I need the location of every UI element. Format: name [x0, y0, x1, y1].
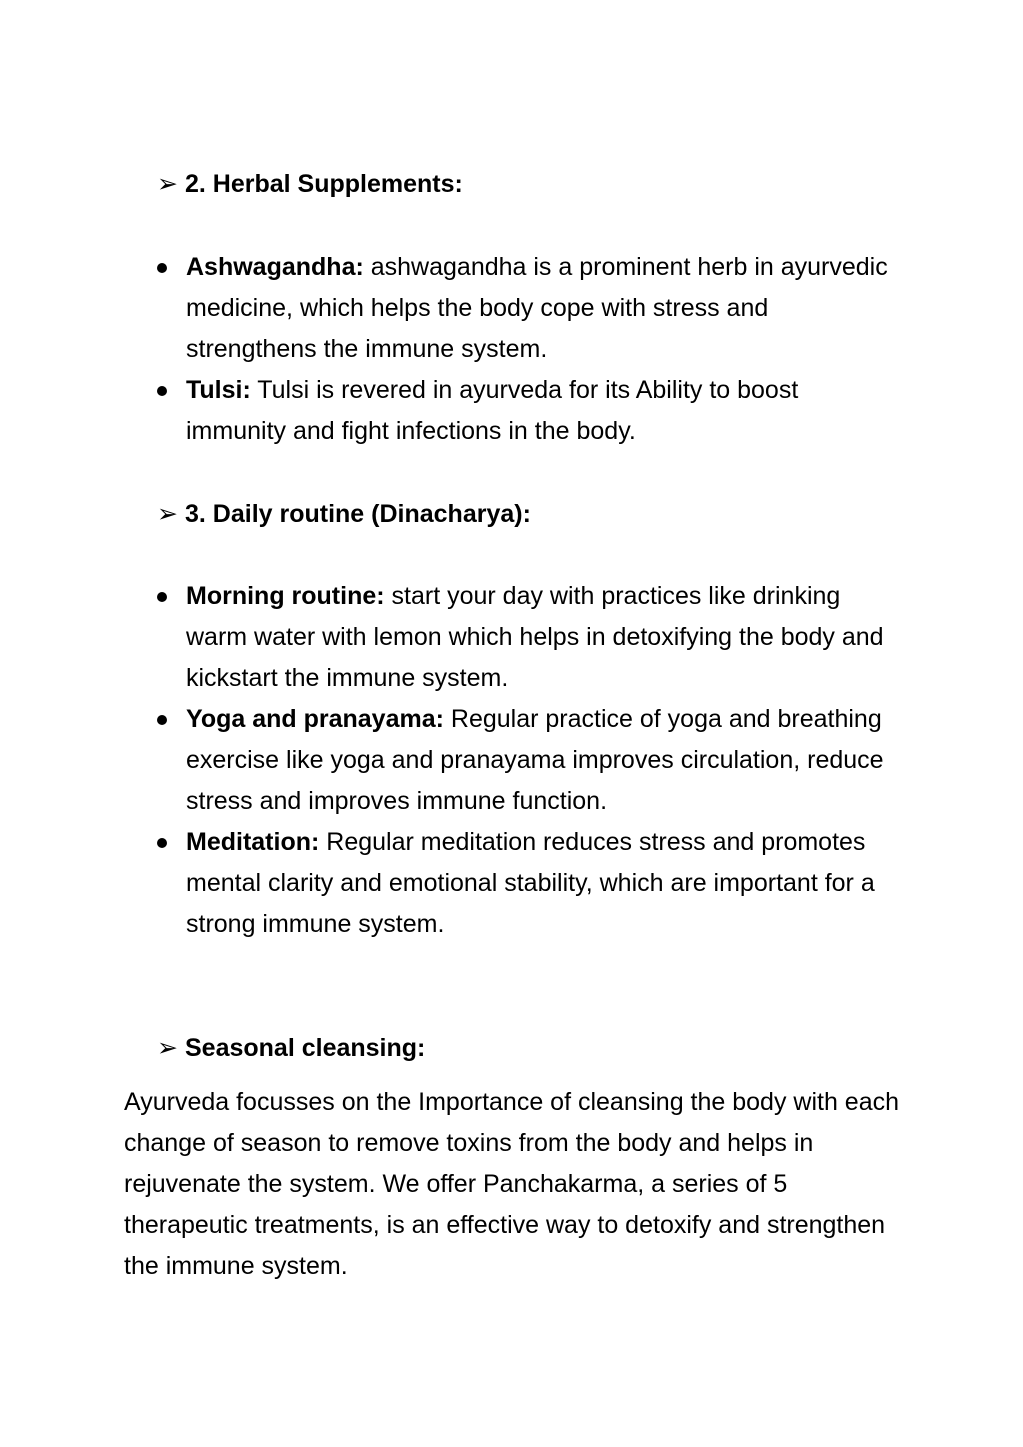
section-heading-seasonal-cleansing — [157, 1028, 425, 1069]
heading-text: 3. Daily routine (Dinacharya): — [185, 500, 531, 528]
bullet-dot-icon — [157, 263, 167, 273]
item-text: Regular practice of yoga and breathing exercise like yoga and pranayama improves circulation, reduce stress and improves immune function. — [186, 705, 884, 815]
heading-text: Seasonal cleansing: — [185, 1034, 426, 1062]
item-term: Tulsi: — [186, 376, 251, 404]
herbal-supplements-list — [157, 247, 897, 452]
list-item — [157, 699, 897, 822]
list-item — [157, 576, 897, 699]
list-item — [157, 370, 897, 452]
item-term: Meditation: — [186, 828, 320, 856]
item-term: Morning routine: — [186, 582, 385, 610]
section-heading-herbal-supplements — [157, 164, 463, 205]
bullet-dot-icon — [157, 592, 167, 602]
bullet-dot-icon — [157, 386, 167, 396]
item-text: ashwagandha is a prominent herb in ayurvedic medicine, which helps the body cope with stress and strengthens the immune system. — [186, 253, 888, 363]
arrow-bullet-icon: ➢ — [157, 170, 178, 198]
item-text: Tulsi is revered in ayurveda for its Ability to boost immunity and fight infections in the body. — [186, 376, 799, 445]
list-item — [157, 822, 897, 945]
item-term: Ashwagandha: — [186, 253, 364, 281]
item-text: start your day with practices like drinking warm water with lemon which helps in detoxifying the body and kickstart the immune system. — [186, 582, 884, 692]
item-term: Yoga and pranayama: — [186, 705, 444, 733]
heading-text: 2. Herbal Supplements: — [185, 170, 463, 198]
daily-routine-list — [157, 576, 897, 945]
bullet-dot-icon — [157, 715, 167, 725]
arrow-bullet-icon: ➢ — [157, 1034, 178, 1062]
list-item — [157, 247, 897, 370]
bullet-dot-icon — [157, 838, 167, 848]
item-text: Regular meditation reduces stress and promotes mental clarity and emotional stability, which are important for a strong immune system. — [186, 828, 875, 938]
arrow-bullet-icon: ➢ — [157, 500, 178, 528]
seasonal-cleansing-paragraph: Ayurveda focusses on the Importance of cleansing the body with each change of season to remove toxins from the body and helps in rejuvenate the system. We offer Panchakarma, a series of 5 therapeutic treatments, is an effective way to detoxify and strengthen the immune system. — [124, 1088, 900, 1280]
section-heading-daily-routine — [157, 494, 531, 535]
